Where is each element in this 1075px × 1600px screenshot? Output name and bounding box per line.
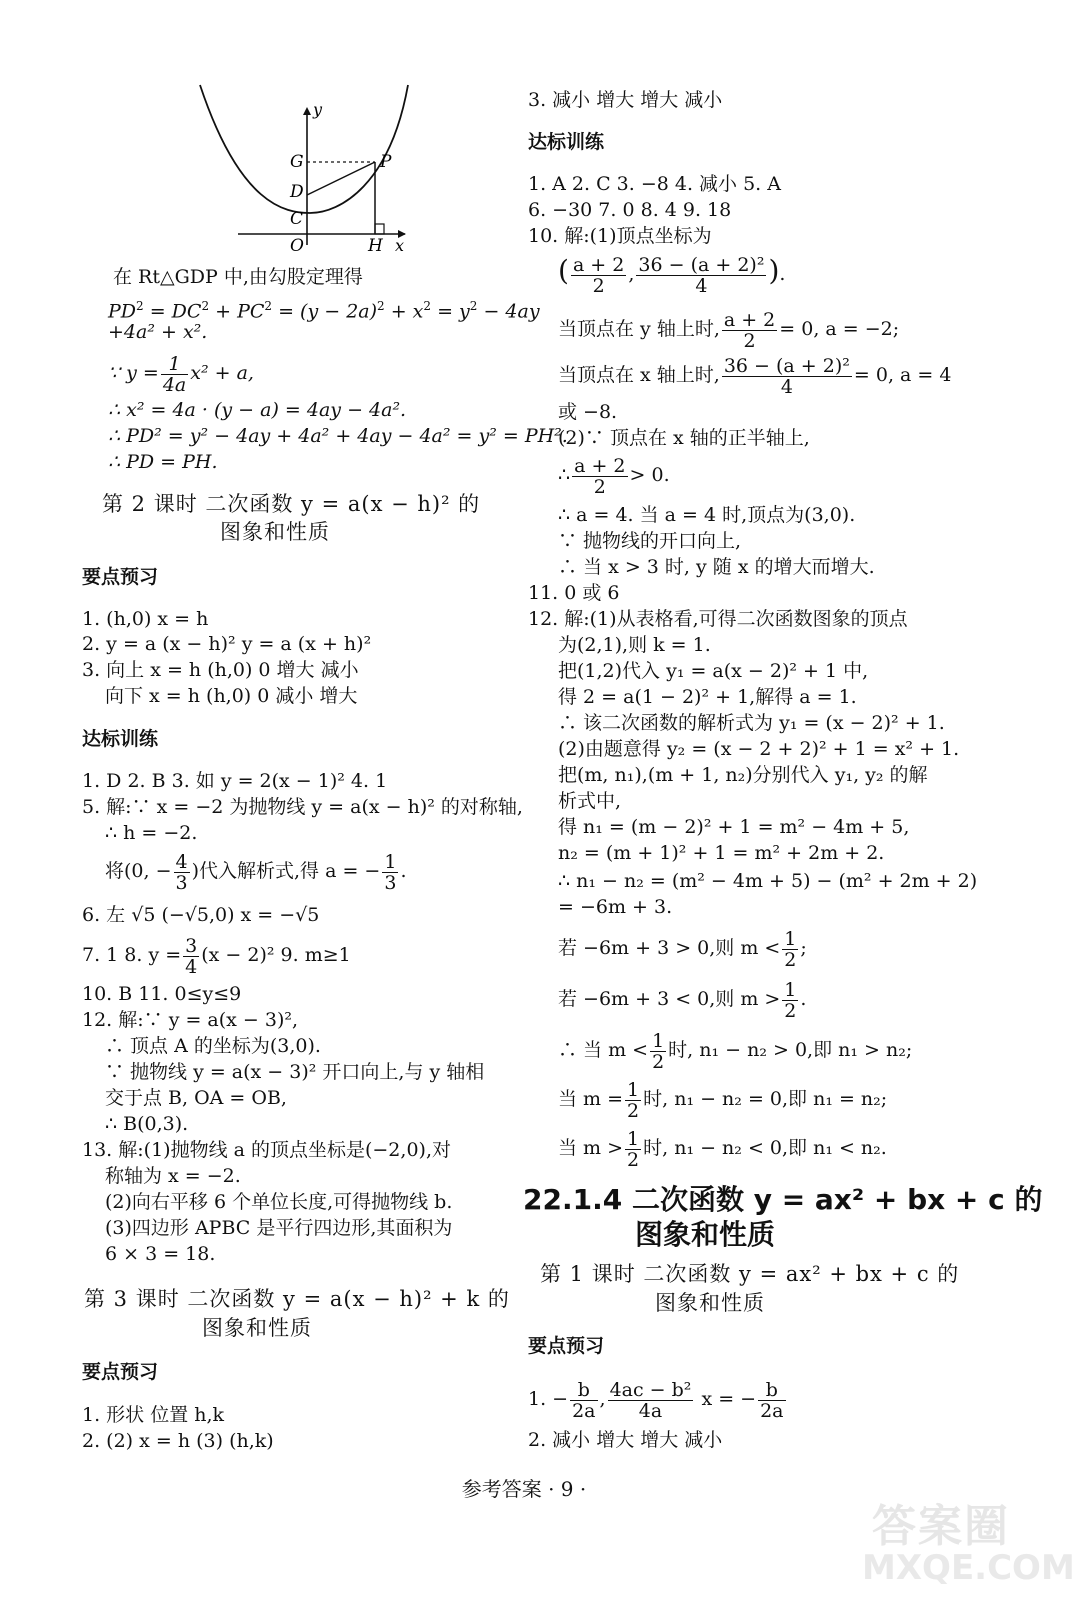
answer-line: 得 n₁ = (m − 2)² + 1 = m² − 4m + 5, <box>558 816 910 838</box>
math-term: , <box>599 1388 606 1410</box>
answer-line: 5. 解:∵ x = −2 为抛物线 y = a(x − h)² 的对称轴, <box>82 796 523 818</box>
answer-line <box>558 1027 912 1073</box>
fraction-denominator: 2 <box>627 1148 640 1171</box>
fraction-denominator: 2 <box>743 329 756 352</box>
math-term: 时, n₁ − n₂ = 0,即 n₁ = n₂; <box>643 1088 888 1110</box>
parabola-graph <box>180 85 430 260</box>
math-term: 1. − <box>528 1388 569 1410</box>
chapter-heading-sub: 图象和性质 <box>635 1218 776 1251</box>
math-term: PD <box>108 300 137 323</box>
answer-line <box>558 976 806 1022</box>
answer-line: (2)向右平移 6 个单位长度,可得抛物线 b. <box>105 1191 453 1213</box>
label-g: G <box>290 152 304 172</box>
fraction-numerator: 1 <box>627 1127 640 1150</box>
fraction-denominator: 2 <box>652 1050 665 1073</box>
answer-line: 10. B 11. 0≤y≤9 <box>82 983 242 1005</box>
segment-dp <box>307 162 375 195</box>
lesson-heading: 第 1 课时 二次函数 y = ax² + bx + c 的 <box>540 1262 960 1286</box>
answer-line: ∵ 抛物线的开口向上, <box>558 530 742 552</box>
fraction-numerator: a + 2 <box>574 454 626 477</box>
parabola-curve <box>200 85 408 213</box>
math-term: 时, n₁ − n₂ > 0,即 n₁ > n₂; <box>668 1039 913 1061</box>
answer-line: 1. (h,0) x = h <box>82 608 209 630</box>
answer-line: ∴ 顶点 A 的坐标为(3,0). <box>105 1035 321 1057</box>
fraction-numerator: 1 <box>161 354 188 375</box>
math-term: ; <box>800 937 807 959</box>
math-term: )代入解析式,得 a = − <box>191 860 381 882</box>
fraction-denominator: 2a <box>760 1399 784 1422</box>
math-term: = DC <box>143 300 202 323</box>
answer-line <box>558 352 951 398</box>
answer-line: 得 2 = a(1 − 2)² + 1,解得 a = 1. <box>558 686 857 708</box>
answer-line <box>558 925 807 971</box>
equation-line: ∴ PD = PH. <box>108 451 218 473</box>
fraction-denominator: 4 <box>780 375 793 398</box>
watermark-text: 答案圈 <box>872 1501 1010 1552</box>
answer-line: 把(m, n₁),(m + 1, n₂)分别代入 y₁, y₂ 的解 <box>558 764 928 786</box>
math-term: = 0, a = 4 <box>853 364 952 386</box>
fraction-denominator: 2a <box>572 1399 596 1422</box>
answer-line: ∴ n₁ − n₂ = (m² − 4m + 5) − (m² + 2m + 2) <box>558 870 978 892</box>
fraction-numerator: b <box>758 1380 785 1401</box>
answer-line <box>558 452 670 498</box>
answer-line: 10. 解:(1)顶点坐标为 <box>528 225 712 247</box>
fraction-denominator: 2 <box>784 948 797 971</box>
fraction-denominator: 4a <box>162 373 187 396</box>
math-term: = 0, a = −2; <box>779 318 900 340</box>
math-term: = (y − 2a) <box>272 300 378 323</box>
answer-line: 11. 0 或 6 <box>528 582 620 604</box>
math-term: 当顶点在 y 轴上时, <box>558 318 720 340</box>
label-d: D <box>290 182 304 202</box>
answer-line: 2. y = a (x − h)² y = a (x + h)² <box>82 633 372 655</box>
page-footer: 参考答案 · 9 · <box>461 1477 587 1501</box>
math-term: x = − <box>695 1388 757 1410</box>
y-axis-arrow <box>303 107 311 115</box>
equation-line <box>108 352 254 396</box>
equation-line: $PD^2 = DC^2 + PC^2 = (y - 2a)^2 + x^2 = y^2 - 4ay$ <box>108 299 540 323</box>
answer-line: 3. 减小 增大 增大 减小 <box>528 89 723 111</box>
fraction-numerator: 1 <box>784 927 797 950</box>
answer-line <box>558 1076 887 1122</box>
math-term: 时, n₁ − n₂ < 0,即 n₁ < n₂. <box>643 1137 887 1159</box>
label-c: C <box>290 209 304 229</box>
label-p: P <box>380 152 392 172</box>
math-term: + PC <box>209 300 265 323</box>
fraction-numerator: 4 <box>175 850 188 873</box>
answer-line: ∴ a = 4. 当 a = 4 时,顶点为(3,0). <box>558 504 856 526</box>
answer-line <box>558 1125 887 1171</box>
answer-line: 6. −30 7. 0 8. 4 9. 18 <box>528 199 732 221</box>
fraction-denominator: 4 <box>185 955 198 978</box>
fraction-numerator: 4ac − b² <box>609 1378 692 1401</box>
fraction-denominator: 2 <box>592 274 605 297</box>
answer-line: 13. 解:(1)抛物线 a 的顶点坐标是(−2,0),对 <box>82 1139 451 1161</box>
answer-line: 2. (2) x = h (3) (h,k) <box>82 1430 274 1452</box>
watermark-url: MXQE.COM <box>862 1548 1075 1588</box>
answer-line: 12. 解:(1)从表格看,可得二次函数图象的顶点 <box>528 608 908 630</box>
answer-line <box>82 934 351 976</box>
answer-line: n₂ = (m + 1)² + 1 = m² + 2m + 2. <box>558 842 885 864</box>
answer-line: = −6m + 3. <box>558 896 673 918</box>
section-heading: 达标训练 <box>528 131 605 153</box>
fraction-numerator: 3 <box>185 934 198 957</box>
answer-line: 6 × 3 = 18. <box>105 1243 216 1265</box>
lesson-heading: 第 2 课时 二次函数 y = a(x − h)² 的 <box>102 492 481 516</box>
math-term: + x <box>384 300 424 323</box>
answer-line: ∴ B(0,3). <box>105 1113 189 1135</box>
answer-line: ∴ 该二次函数的解析式为 y₁ = (x − 2)² + 1. <box>558 712 945 734</box>
fraction-denominator: 4 <box>695 274 708 297</box>
answer-line: ∴ h = −2. <box>105 822 198 844</box>
answer-line: 交于点 B, OA = OB, <box>105 1087 287 1109</box>
answer-line: 12. 解:∵ y = a(x − 3)², <box>82 1009 299 1031</box>
math-term: ∴ 当 m < <box>558 1039 649 1061</box>
math-term: ∴ <box>558 464 571 486</box>
fraction-numerator: a + 2 <box>723 308 776 331</box>
fraction-denominator: 2 <box>627 1099 640 1122</box>
math-term: 将(0, − <box>105 860 172 882</box>
equation-line: ∴ x² = 4a · (y − a) = 4ay − 4a². <box>108 399 407 421</box>
lesson-heading: 第 3 课时 二次函数 y = a(x − h)² + k 的 <box>84 1287 510 1311</box>
section-heading: 达标训练 <box>82 728 159 750</box>
math-term: > 0. <box>629 464 670 486</box>
text-line: 在 Rt△GDP 中,由勾股定理得 <box>113 266 363 288</box>
section-heading: 要点预习 <box>82 566 159 588</box>
answer-line: (2)由题意得 y₂ = (x − 2 + 2)² + 1 = x² + 1. <box>558 738 960 760</box>
answer-line: 1. D 2. B 3. 如 y = 2(x − 1)² 4. 1 <box>82 770 388 792</box>
answer-line: (2)∵ 顶点在 x 轴的正半轴上, <box>558 427 810 449</box>
fraction-numerator: a + 2 <box>572 253 625 276</box>
answer-line: 1. 形状 位置 h,k <box>82 1404 225 1426</box>
fraction-numerator: 36 − (a + 2)² <box>638 253 765 276</box>
answer-line: 为(2,1),则 k = 1. <box>558 634 711 656</box>
section-heading: 要点预习 <box>528 1335 605 1357</box>
fraction-numerator: b <box>570 1380 597 1401</box>
fraction-numerator: 36 − (a + 2)² <box>723 354 850 377</box>
right-angle-mark <box>375 224 384 234</box>
answer-line: 把(1,2)代入 y₁ = a(x − 2)² + 1 中, <box>558 660 869 682</box>
answer-line: 析式中, <box>558 790 622 812</box>
lesson-heading-sub: 图象和性质 <box>202 1316 312 1340</box>
lesson-heading-sub: 图象和性质 <box>655 1291 765 1315</box>
math-term: . <box>800 988 807 1010</box>
fraction-denominator: 3 <box>384 871 397 894</box>
fraction-numerator: 1 <box>652 1029 665 1052</box>
math-term: . <box>400 860 407 882</box>
fraction-denominator: 4a <box>638 1399 663 1422</box>
math-term: 若 −6m + 3 > 0,则 m < <box>558 937 781 959</box>
fraction-numerator: 1 <box>384 850 397 873</box>
answer-line: ∴ 当 x > 3 时, y 随 x 的增大而增大. <box>558 556 875 578</box>
math-term: 当 m = <box>558 1088 624 1110</box>
math-term: − 4ay <box>477 300 540 323</box>
math-term: ∵ y = <box>108 362 159 384</box>
answer-line: 称轴为 x = −2. <box>105 1165 241 1187</box>
label-h: H <box>368 236 383 256</box>
fraction-denominator: 3 <box>175 871 188 894</box>
lesson-heading-sub: 图象和性质 <box>220 520 330 544</box>
answer-line <box>558 306 899 352</box>
math-term: 若 −6m + 3 < 0,则 m > <box>558 988 781 1010</box>
answer-line: (3)四边形 APBC 是平行四边形,其面积为 <box>105 1217 453 1239</box>
answer-line <box>105 850 407 892</box>
math-term: 7. 1 8. y = <box>82 944 182 966</box>
answer-line: 1. A 2. C 3. −8 4. 减小 5. A <box>528 173 781 195</box>
section-heading: 要点预习 <box>82 1361 159 1383</box>
fraction-denominator: 2 <box>784 999 797 1022</box>
fraction-numerator: 1 <box>784 978 797 1001</box>
equation-line: +4a² + x². <box>108 321 208 343</box>
equation-line: ∴ PD² = y² − 4ay + 4a² + 4ay − 4a² = y² = PH². <box>108 425 568 447</box>
math-term: 当顶点在 x 轴上时, <box>558 364 720 386</box>
fraction-denominator: 2 <box>593 475 606 498</box>
answer-line: 2. 减小 增大 增大 减小 <box>528 1429 723 1451</box>
chapter-heading: 22.1.4 二次函数 y = ax² + bx + c 的 <box>523 1183 1043 1216</box>
answer-line: 6. 左 √5 (−√5,0) x = −√5 <box>82 904 320 926</box>
answer-line: 向下 x = h (h,0) 0 减小 增大 <box>105 685 358 707</box>
label-o: O <box>290 236 304 256</box>
answer-line: ( $\frac{a + 2}{2}$ , $\frac{\text{36 − (a + 2)²}}{4}$ ). <box>558 253 786 297</box>
answer-line: 3. 向上 x = h (h,0) 0 增大 减小 <box>82 659 359 681</box>
label-y: y <box>313 100 323 119</box>
math-term: 当 m > <box>558 1137 624 1159</box>
math-term: (x − 2)² 9. m≥1 <box>201 944 351 966</box>
answer-line: 或 −8. <box>558 401 618 423</box>
math-term: = y <box>431 300 470 323</box>
fraction-numerator: 1 <box>627 1078 640 1101</box>
math-term: x² + a, <box>190 362 254 384</box>
answer-line <box>528 1376 788 1422</box>
answer-line: ∵ 抛物线 y = a(x − 3)² 开口向上,与 y 轴相 <box>105 1061 485 1083</box>
label-x: x <box>395 236 405 255</box>
watermark <box>862 1490 1075 1595</box>
